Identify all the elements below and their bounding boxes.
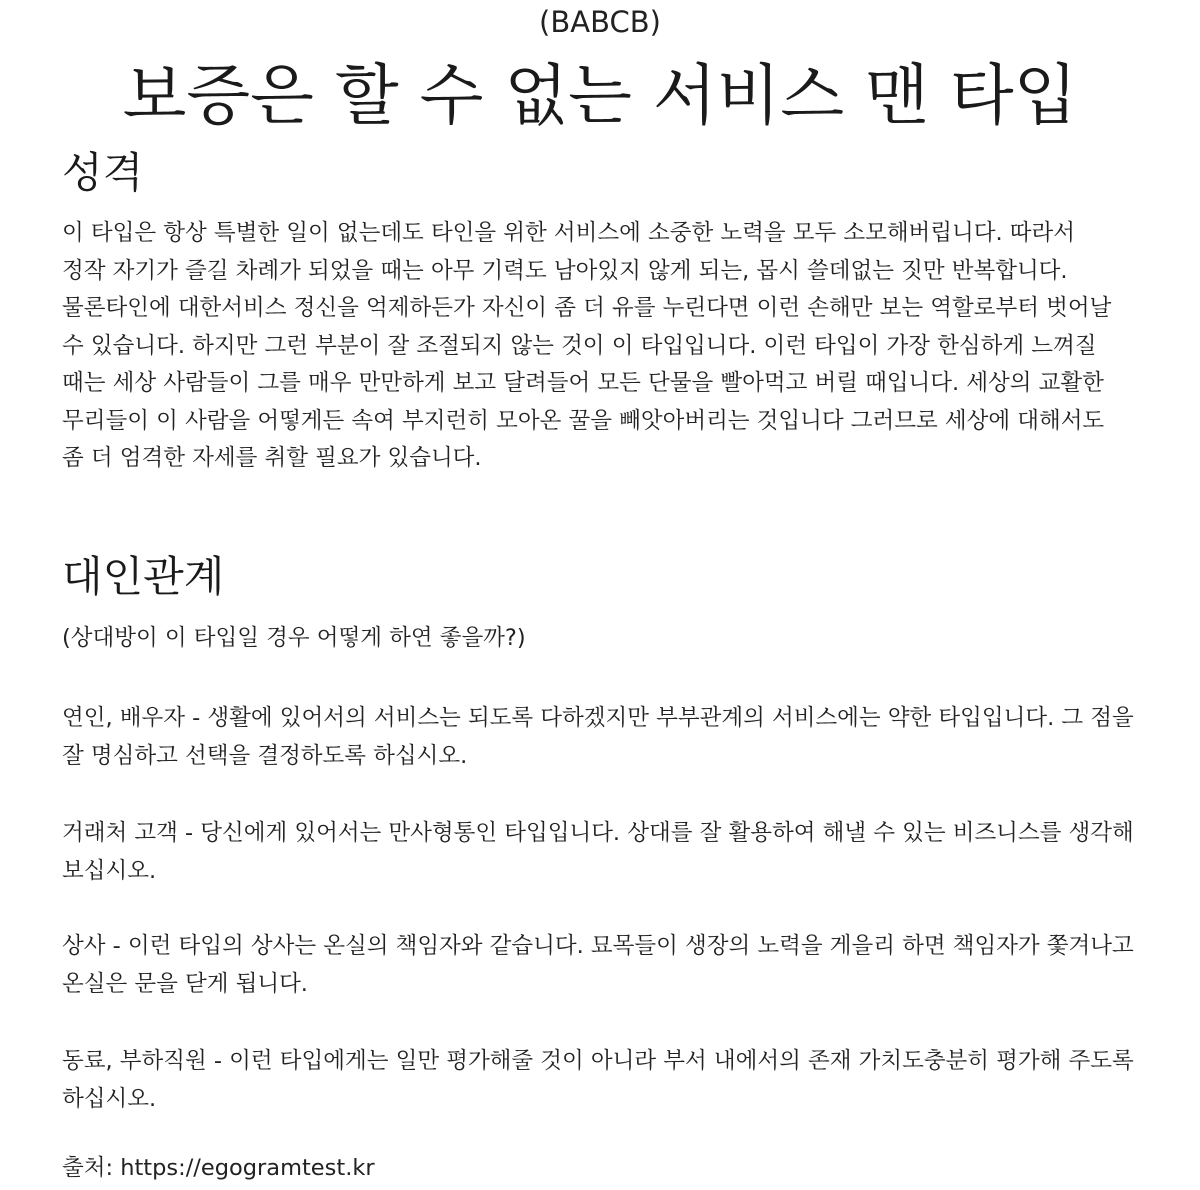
personality-text: 이 타입은 항상 특별한 일이 없는데도 타인을 위한 서비스에 소중한 노력을 모두 소모해버립니다. 따라서 정작 자기가 즐길 차례가 되었을 때는 아무 기력도 남아있지 않게 되는, 몹시 쓸데없는 짓만 반복합니다. 물론타인에 대한서비스 정신을 억제하든가 자신이 좀 더 유를 누린다면 이런 손해만 보는 역할로부터 벗어날 수 있습니다. 하지만 그런 부분이 잘 조절되지 않는 것이 이 타입입니다. 이런 타입이 가장 한심하게 느껴질 때는 세상 사람들이 그를 매우 만만하게 보고 달려들어 모든 단물을 빨아먹고 버릴 때입니다. 세상의 교활한 무리들이 이 사람을 어떻게든 속여 부지런히 모아온 꿀을 빼앗아버리는 것입니다 그러므로 세상에 대해서도 좀 더 엄격한 자세를 취할 필요가 있습니다. [62, 220, 1112, 471]
relation-boss: 상사 - 이런 타입의 상사는 온실의 책임자와 같습니다. 묘목들이 생장의 노력을 게을리 하면 책임자가 쫓겨나고 온실은 문을 닫게 됩니다. [62, 933, 1134, 997]
relations-question: (상대방이 이 타입일 경우 어떻게 하연 좋을까?) [62, 625, 526, 651]
relation-client: 거래처 고객 - 당신에게 있어서는 만사형통인 타입입니다. 상대를 잘 활용하여 해낼 수 있는 비즈니스를 생각해 보십시오. [62, 820, 1134, 884]
personality-heading: 성격 [62, 148, 144, 197]
relation-partner: 연인, 배우자 - 생활에 있어서의 서비스는 되도록 다하겠지만 부부관계의 서비스에는 약한 타입입니다. 그 점을 잘 명심하고 선택을 결정하도록 하십시오. [62, 705, 1134, 769]
source-link[interactable]: 출처: https://egogramtest.kr [62, 1155, 375, 1181]
relation-peers: 동료, 부하직원 - 이런 타입에게는 일만 평가해줄 것이 아니라 부서 내에서의 존재 가치도충분히 평가해 주도록 하십시오. [62, 1048, 1134, 1112]
type-code: (BABCB) [539, 5, 661, 39]
page-title: 보증은 할 수 없는 서비스 맨 타입 [122, 57, 1078, 134]
relations-heading: 대인관계 [62, 552, 225, 601]
